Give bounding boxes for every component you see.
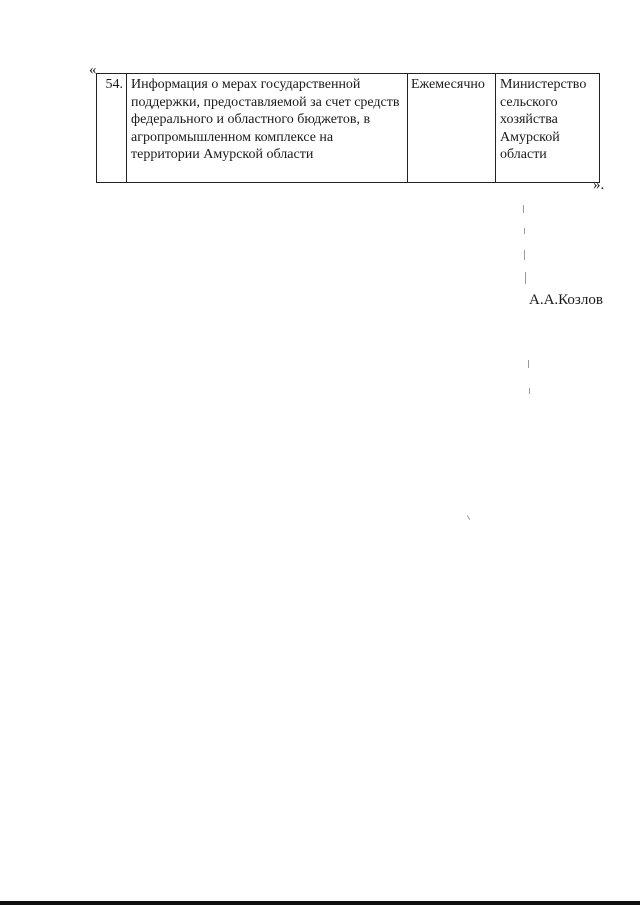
scan-speck (529, 388, 530, 394)
responsible-organization-cell: Министерство сельского хозяйства Амурской области (496, 74, 600, 183)
periodicity-cell: Ежемесячно (408, 74, 496, 183)
closing-quote-mark: ». (593, 177, 605, 193)
scan-speck (525, 272, 526, 284)
report-table (96, 73, 600, 183)
opening-quote-mark: « (89, 62, 97, 78)
table-row (97, 74, 600, 183)
scan-speck (467, 515, 470, 520)
scan-bottom-edge (0, 901, 640, 905)
scan-speck (523, 205, 524, 213)
scan-speck (524, 228, 525, 234)
signature-name: А.А.Козлов (529, 292, 603, 308)
scan-speck (528, 360, 529, 368)
information-cell: Информация о мерах государственной поддержки, предоставляемой за счет средств федерального и областного бюджетов, в агропромышленном комплексе на территории Амурской области (127, 74, 408, 183)
scan-speck (524, 250, 525, 260)
row-number-cell: 54. (97, 74, 127, 183)
